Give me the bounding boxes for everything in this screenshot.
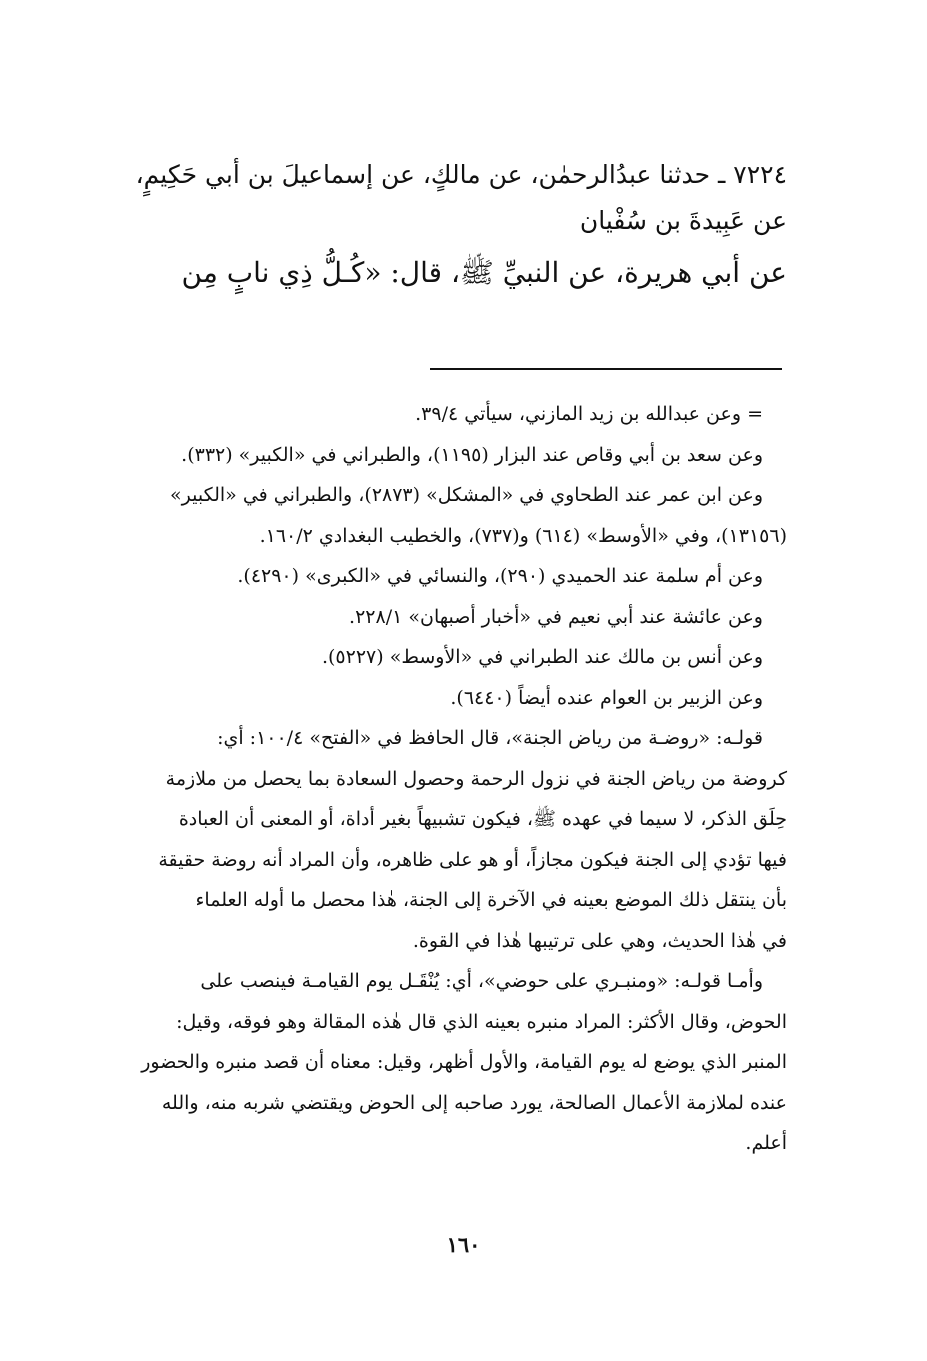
footnote-line: عنده لملازمة الأعمال الصالحة، يورد صاحبه إلى الحوض ويقتضي شربه منه، والله — [161, 1091, 787, 1114]
footnote-line: وأمـا قولـه: «ومنبـري على حوضي»، أي: يُنْقَـل يوم القيامـة فينصب على — [200, 970, 763, 992]
footnote-line: المنبر الذي يوضع له يوم القيامة، والأول أظهر، وقيل: معناه أن قصد منبره والحضور — [141, 1051, 787, 1073]
footnote-line: قولـه: «روضـة من رياض الجنة»، قال الحافظ في «الفتح» ١٠٠/٤: أي: — [217, 727, 763, 749]
footnote-line: وعن الزبير بن العوام عنده أيضاً (٦٤٤٠). — [450, 686, 763, 709]
footnote-line: وعن أم سلمة عند الحميدي (٢٩٠)، والنسائي في «الكبرى» (٤٢٩٠). — [237, 565, 763, 587]
footnote-line: في هٰذا الحديث، وهي على ترتيبها هٰذا في القوة. — [412, 929, 787, 952]
footnote-line: حِلَق الذكر، لا سيما في عهده ﷺ، فيكون تشبيهاً بغير أداة، أو المعنى أن العبادة — [178, 808, 787, 830]
footnotes — [97, 394, 787, 1164]
footnote-separator — [430, 368, 782, 370]
hadith-line-1: ٧٢٢٤ ـ حدثنا عبدُالرحمٰن، عن مالكٍ، عن إسماعيلَ بن أبي حَكِيمٍ، — [135, 160, 787, 189]
footnote-line: كروضة من رياض الجنة في نزول الرحمة وحصول السعادة بما يحصل من ملازمة — [165, 767, 787, 790]
footnote-line: وعن سعد بن أبي وقاص عند البزار (١١٩٥)، والطبراني في «الكبير» (٣٣٢). — [181, 443, 763, 466]
hadith-line-2: عن عَبِيدةَ بن سُفْيان — [579, 206, 787, 235]
footnote-line: الحوض، وقال الأكثر: المراد منبره بعينه الذي قال هٰذه المقالة وهو فوقه، وقيل: — [176, 1010, 787, 1033]
footnote-line: وعن أنس بن مالك عند الطبراني في «الأوسط» (٥٢٢٧). — [321, 646, 763, 668]
hadith-line-3: عن أبي هريرة، عن النبيِّ ﷺ، قال: «كُـلُّ ذِي نابٍ مِن — [181, 256, 787, 289]
footnote-line: = وعن عبدالله بن زيد المازني، سيأتي ٣٩/٤. — [415, 403, 763, 425]
footnote-line: بأن ينتقل ذلك الموضع بعينه في الآخرة إلى الجنة، هٰذا محصل ما أوله العلماء — [195, 889, 787, 911]
footnote-line: (١٣١٥٦)، وفي «الأوسط» (٦١٤) و(٧٣٧)، والخطيب البغدادي ١٦٠/٢. — [259, 524, 787, 547]
page-number: ١٦٠ — [446, 1232, 481, 1257]
footnote-line: وعن ابن عمر عند الطحاوي في «المشكل» (٢٨٧٣)، والطبراني في «الكبير» — [170, 484, 763, 506]
footnote-line: أعلم. — [745, 1132, 787, 1154]
footnote-line: وعن عائشة عند أبي نعيم في «أخبار أصبهان» ٢٢٨/١. — [349, 605, 763, 628]
hadith-text — [107, 152, 787, 302]
footnote-line: فيها تؤدي إلى الجنة فيكون مجازاً، أو هو على ظاهره، وأن المراد أنه روضة حقيقة — [158, 848, 787, 871]
